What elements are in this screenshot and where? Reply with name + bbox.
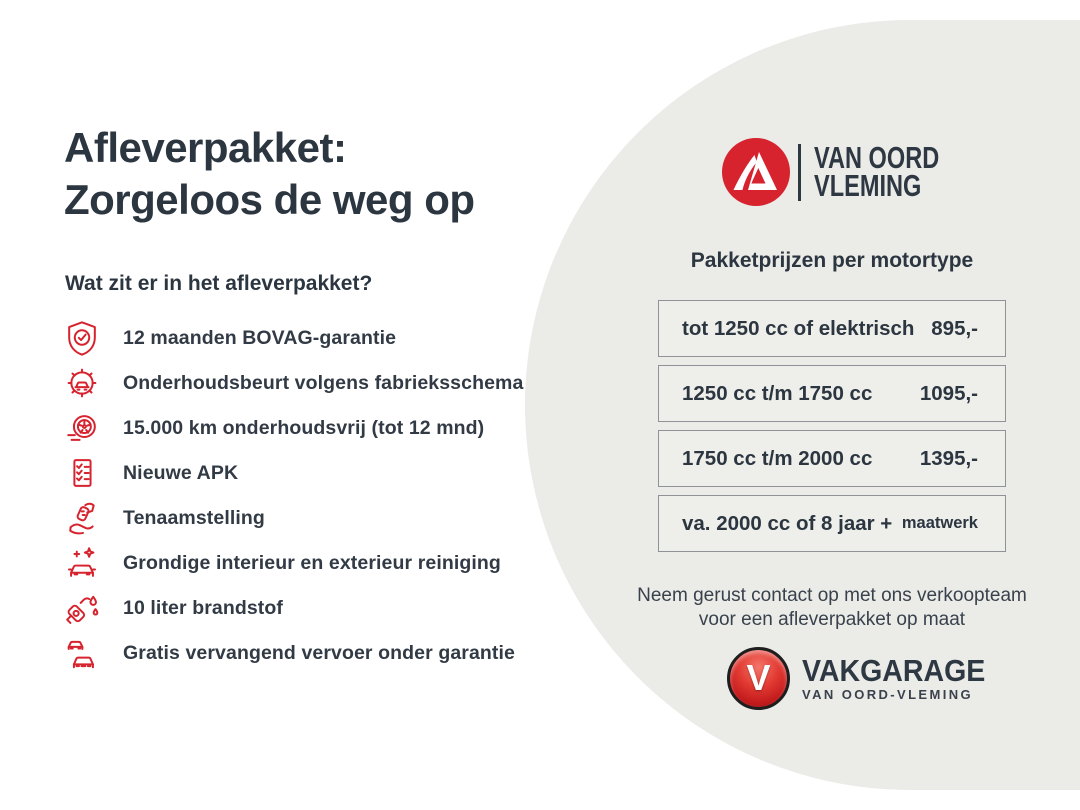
price-row-value: 895,- — [931, 316, 978, 340]
gear-car-icon — [63, 364, 101, 402]
two-cars-icon — [63, 634, 101, 672]
price-row-value: maatwerk — [901, 514, 978, 532]
price-table — [658, 300, 1006, 552]
page-title-line1: Afleverpakket: — [64, 124, 347, 171]
list-item — [63, 454, 523, 492]
list-item — [63, 319, 523, 357]
list-item — [63, 634, 523, 672]
features-subtitle: Wat zit er in het afleverpakket? — [65, 272, 373, 295]
price-row — [658, 430, 1006, 487]
page-title-line2: Zorgeloos de weg op — [64, 176, 475, 223]
list-item-label: Nieuwe APK — [123, 461, 239, 484]
dealer-name-line1: VAN OORD — [814, 139, 940, 175]
features-list — [63, 319, 523, 672]
list-item-label: Grondige interieur en exterieur reiniging — [123, 551, 501, 574]
price-row-label: tot 1250 cc of elektrisch — [682, 316, 915, 340]
price-row-value: 1095,- — [919, 381, 978, 405]
contact-note-line2: voor een afleverpakket op maat — [698, 608, 966, 630]
list-item — [63, 409, 523, 447]
vakgarage-logo — [727, 647, 1001, 710]
dealer-name-line2: VLEMING — [814, 168, 922, 203]
list-item — [63, 589, 523, 627]
dealer-name — [814, 139, 940, 203]
vakgarage-monogram: V — [746, 656, 771, 698]
list-item-label: Tenaamstelling — [123, 506, 265, 529]
shield-check-icon — [63, 319, 101, 357]
vakgarage-v-icon — [727, 647, 790, 710]
vakgarage-name: VAKGARAGE — [802, 652, 986, 688]
dealer-logo — [722, 138, 979, 206]
list-item — [63, 499, 523, 537]
price-row — [658, 300, 1006, 357]
dealer-logo-a-icon — [722, 138, 790, 206]
price-row-label: va. 2000 cc of 8 jaar + — [682, 511, 893, 535]
price-row-label: 1750 cc t/m 2000 cc — [682, 446, 873, 470]
vakgarage-text — [802, 652, 1001, 702]
vakgarage-subname: VAN OORD-VLEMING — [802, 686, 974, 702]
contact-note — [632, 584, 1032, 631]
price-row — [658, 365, 1006, 422]
list-item-label: 10 liter brandstof — [123, 596, 283, 619]
contact-note-line1: Neem gerust contact op met ons verkoopteam — [637, 585, 1027, 606]
fuel-nozzle-icon — [63, 589, 101, 627]
list-item-label: 15.000 km onderhoudsvrij (tot 12 mnd) — [123, 416, 485, 439]
checklist-icon — [63, 454, 101, 492]
list-item-label: Onderhoudsbeurt volgens fabrieksschema — [123, 371, 524, 394]
logo-divider — [798, 144, 801, 201]
page-title — [64, 122, 475, 226]
list-item-label: Gratis vervangend vervoer onder garantie — [123, 641, 515, 664]
price-table-heading: Pakketprijzen per motortype — [690, 249, 974, 272]
car-sparkle-icon — [63, 544, 101, 582]
price-row-value: 1395,- — [919, 446, 978, 470]
price-row — [658, 495, 1006, 552]
price-row-label: 1250 cc t/m 1750 cc — [682, 381, 873, 405]
list-item — [63, 544, 523, 582]
list-item-label: 12 maanden BOVAG-garantie — [123, 326, 397, 349]
wheel-speed-icon — [63, 409, 101, 447]
list-item — [63, 364, 523, 402]
hand-key-icon — [63, 499, 101, 537]
